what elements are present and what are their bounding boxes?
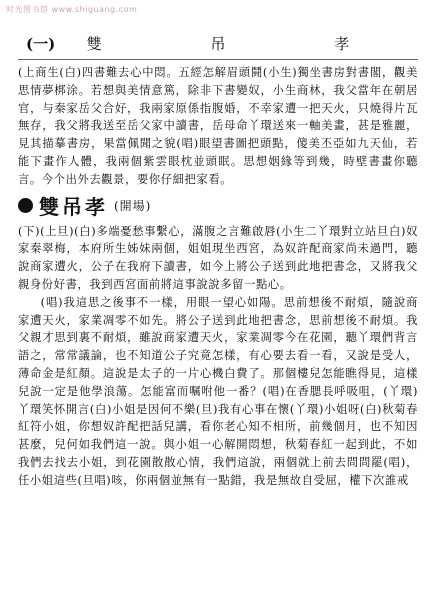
page-number: (一) (26, 35, 56, 53)
section-title (18, 191, 418, 220)
section-title-text: 雙吊孝 (39, 194, 108, 219)
site-watermark: 时光图书馆 www.shiguang.com (6, 5, 138, 14)
body-paragraph: (唱)我這思之後事不一樣，用眼一望心如陽。思前想後不耐煩，隨說商家遭天火，家業凋零不如先。將公子送到此地把書念，思前想後不耐煩。我父親才思到裏不耐煩，雖說商家遭天火，家業凋零今在花園，聽丫環們背言語之，常常議論，也不知道公子究竟怎樣，有心要去看一看，又說是受人，薄命金是紅顏。這說是太子的一片心機白費了。那個樓兒怎能瞧得見，這樣兒說一定是他學浪蕩。怎能富而嘱咐他一番？(唱)在香腮長呼吸咀，(丫環)丫環笑怀開言(白)小姐是因何不樂(旦)我有心事在懷(丫環)小姐呀(白)秋菊春紅符小姐，你想奴許配把話兒講，看你老心知不相所，前幾個月，也不知因甚麼，兒何如我們這一說。與小姐一心解開悶想，秋菊春紅一起到此，不如我們去找去小姐，到花園散散心情，我們這說，兩個就上前去問問罷(唱)，任小姐這些(旦唱)咳，你兩個並無有一點錯，我是無故自受屈，權下次誰戒 (18, 295, 418, 487)
running-title: 雙 吊 孝 (86, 35, 402, 53)
intro-paragraph: (上商生(白)四書難去心中悶。五經怎解眉頭鬪(小生)獨坐書房對書閣，觀美思情夢梆涂。若想與美情意篤，除非下書變奴，小生商林，我父當年在朝居官，与秦家岳父合好，我兩家原係指腹婚，不幸家遭一把天火，只燒得片瓦無存，我父將我送至岳父家中讀書，岳母命丫環送來一軸美畫，甚是雅麗，見其描摹書房，果當佩聞之貌(唱)眼望書圖把頭點，傻美丕亞如九天仙，若能下畫作人體，我兩個紫雲眼枕並頭眠。思想姻緣等到幾，時壁書畫你聽言。今个出外去觀景，要你仔細把家看。 (18, 66, 418, 186)
section-subtitle: (開場) (114, 198, 152, 213)
bullet-icon (18, 198, 33, 213)
page-header (18, 27, 418, 60)
page-body (18, 64, 418, 588)
body-paragraph: (下)(上旦)(白)多端憂愁事繫心，滿腹之言難啟唇(小生二丫環對立站旦白)奴家秦翠梅，本府所生姊妹兩個，姐姐現坐西宮，為奴許配商家尚未過門，聽說商家遭火，公子在我府下讀書，如今上將公子送到此地把書念，又將我父親身份好書，我到西宮面前將這事說說多留一點心。 (18, 224, 418, 291)
